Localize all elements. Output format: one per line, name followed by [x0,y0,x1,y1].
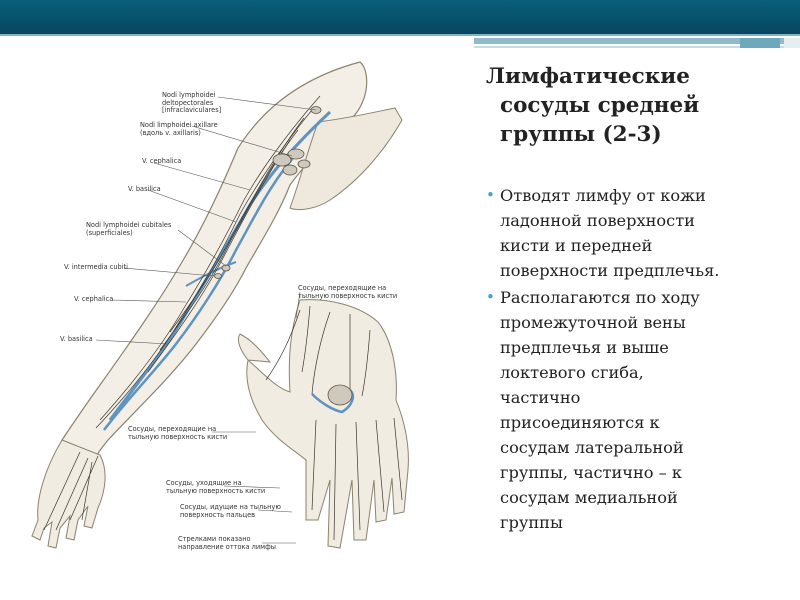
dorsal-vein-complex [328,385,352,405]
title-line: группы (2-3) [500,122,662,147]
bullet-line: промежуточной вены [500,313,686,332]
bullet-dot-icon: • [486,288,495,306]
bullet-line: Отводят лимфу от кожи [500,186,706,205]
bullet-line: сосудам медиальной [500,488,678,507]
bullet-line: сосудам латеральной [500,438,684,457]
label-nodi-deltopectorales: Nodi lymphoidei deltopectorales [infraclaviculares] [162,91,222,114]
bullet-list [486,183,798,537]
bullet-line: присоединяются к [500,413,660,432]
bullet-line: локтевого сгиба, [500,363,644,382]
bullet-line: группы, частично – к [500,463,683,482]
accent-block [740,38,780,48]
header-band [0,0,800,34]
label-nodi-axillare: Nodi limphoidei axillare (вдоль v. axillaris) [140,121,218,137]
bullet-line: ладонной поверхности [500,211,695,230]
bullet-line: Располагаются по ходу [500,288,700,307]
bullet-item [486,285,798,535]
slide-title [486,62,786,149]
label-v-cephalica-upper: V. cephalica [142,157,182,165]
accent-block-light [784,38,800,48]
bullet-line: поверхности предплечья. [500,261,720,280]
label-sosudy-tyl-left: Сосуды, переходящие на тыльную поверхность кисти [128,425,228,441]
left-hand-outline [32,440,105,548]
label-v-cephalica-lower: V. cephalica [74,295,114,303]
label-sosudy-idushie: Сосуды, идущие на тыльную поверхность пальцев [180,503,281,519]
label-sosudy-tyl-right: Сосуды, переходящие на тыльную поверхность кисти [298,284,398,300]
bullet-line: частично [500,388,581,407]
bullet-line: предплечья и выше [500,338,669,357]
label-strelkami: Стрелками показано направление оттока лимфы [178,535,276,551]
header-underline [0,34,800,36]
label-sosudy-uhodyashie: Сосуды, уходящие на тыльную поверхность кисти [166,479,266,495]
bullet-dot-icon: • [486,186,495,204]
bullet-line: кисти и передней [500,236,653,255]
bullet-item [486,183,798,283]
label-nodi-cubitales: Nodi lymphoidei cubitales (superficiales) [86,221,172,237]
title-line: Лимфатические [486,64,690,89]
bullet-line: группы [500,513,563,532]
label-v-basilica-upper: V. basilica [128,185,161,193]
label-v-basilica-lower: V. basilica [60,335,93,343]
anatomy-illustration [0,40,470,600]
label-v-intermedia-cubiti: V. intermedia cubiti [64,263,128,271]
right-thumb-outline [238,334,270,362]
title-line: сосуды средней [500,93,700,118]
